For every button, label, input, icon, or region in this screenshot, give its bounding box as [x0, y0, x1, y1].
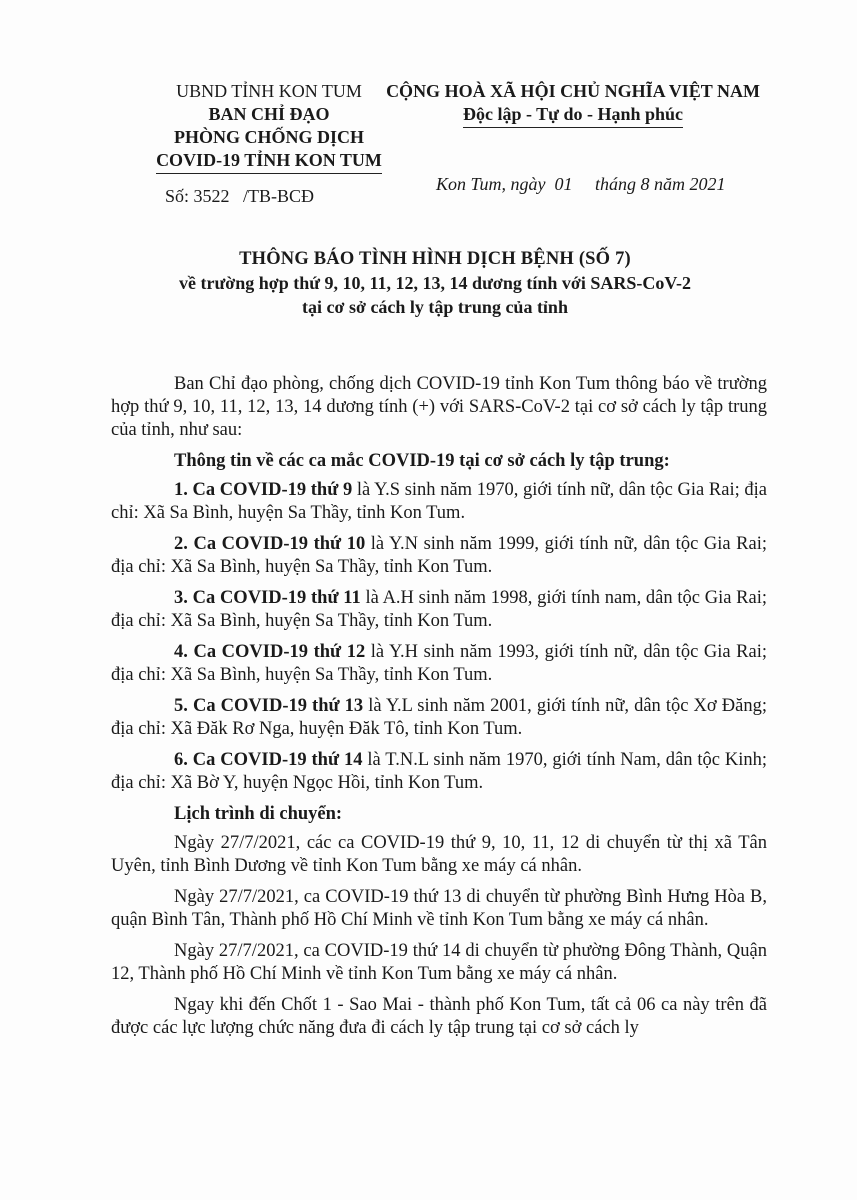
case-label: 2. Ca COVID-19 thứ 10	[174, 534, 366, 554]
national-title: CỘNG HOÀ XÃ HỘI CHỦ NGHĨA VIỆT NAM	[386, 81, 760, 101]
title-line-3: tại cơ sở cách ly tập trung của tỉnh	[302, 297, 568, 317]
case-label: 4. Ca COVID-19 thứ 12	[174, 642, 366, 662]
travel-heading: Lịch trình di chuyển:	[174, 804, 343, 824]
case-item	[111, 749, 767, 795]
case-text: là Y.H sinh năm 1993, giới tính nữ, dân tộc Gia Rai; địa chỉ: Xã Sa Bình, huyện Sa Thầy, tỉnh Kon Tum.	[111, 642, 767, 685]
title-line-1: THÔNG BÁO TÌNH HÌNH DỊCH BỆNH (SỐ 7)	[239, 249, 631, 269]
case-item	[111, 587, 767, 633]
cases-heading: Thông tin về các ca mắc COVID-19 tại cơ sở cách ly tập trung:	[174, 451, 670, 471]
case-item	[111, 641, 767, 687]
authority-line-2: BAN CHỈ ĐẠO	[208, 104, 330, 124]
national-header	[378, 80, 768, 128]
case-label: 3. Ca COVID-19 thứ 11	[174, 588, 361, 608]
case-label: 6. Ca COVID-19 thứ 14	[174, 750, 363, 770]
intro-paragraph: Ban Chỉ đạo phòng, chống dịch COVID-19 tỉnh Kon Tum thông báo về trường hợp thứ 9, 10, 11, 12, 13, 14 dương tính (+) với SARS-CoV-2 tại cơ sở cách ly tập trung của tỉnh, như sau:	[111, 374, 767, 440]
case-text: là Y.S sinh năm 1970, giới tính nữ, dân tộc Gia Rai; địa chỉ: Xã Sa Bình, huyện Sa Thầy, tỉnh Kon Tum.	[111, 480, 767, 523]
case-item	[111, 695, 767, 741]
document-number: Số: 3522 /TB-BCĐ	[165, 186, 315, 206]
travel-paragraph: Ngày 27/7/2021, các ca COVID-19 thứ 9, 10, 11, 12 di chuyển từ thị xã Tân Uyên, tỉnh Bình Dương về tỉnh Kon Tum bằng xe máy cá nhân.	[111, 833, 767, 876]
case-text: là A.H sinh năm 1998, giới tính nam, dân tộc Gia Rai; địa chỉ: Xã Sa Bình, huyện Sa Thầy, tỉnh Kon Tum.	[111, 588, 767, 631]
title-line-2: về trường hợp thứ 9, 10, 11, 12, 13, 14 dương tính với SARS-CoV-2	[179, 273, 691, 293]
document-title	[150, 247, 720, 319]
case-label: 1. Ca COVID-19 thứ 9	[174, 480, 353, 500]
national-motto: Độc lập - Tự do - Hạnh phúc	[463, 103, 683, 128]
case-text: là Y.N sinh năm 1999, giới tính nữ, dân tộc Gia Rai; địa chỉ: Xã Sa Bình, huyện Sa Thầy, tỉnh Kon Tum.	[111, 534, 767, 577]
place-date: Kon Tum, ngày 01 tháng 8 năm 2021	[436, 174, 726, 194]
case-item	[111, 533, 767, 579]
travel-paragraph: Ngày 27/7/2021, ca COVID-19 thứ 13 di chuyển từ phường Bình Hưng Hòa B, quận Bình Tân, Thành phố Hồ Chí Minh về tỉnh Kon Tum bằng xe máy cá nhân.	[111, 887, 767, 930]
authority-line-1: UBND TỈNH KON TUM	[176, 81, 362, 101]
case-label: 5. Ca COVID-19 thứ 13	[174, 696, 364, 716]
authority-line-3: PHÒNG CHỐNG DỊCH	[173, 127, 364, 147]
authority-line-4: COVID-19 TỈNH KON TUM	[156, 149, 382, 174]
case-text: là T.N.L sinh năm 1970, giới tính Nam, dân tộc Kinh; địa chỉ: Xã Bờ Y, huyện Ngọc Hồi, tỉnh Kon Tum.	[111, 750, 767, 793]
travel-paragraph: Ngày 27/7/2021, ca COVID-19 thứ 14 di chuyển từ phường Đông Thành, Quận 12, Thành phố Hồ Chí Minh về tỉnh Kon Tum bằng xe máy cá nhân.	[111, 941, 767, 984]
document-body	[111, 373, 767, 1048]
case-item	[111, 479, 767, 525]
travel-paragraph: Ngay khi đến Chốt 1 - Sao Mai - thành phố Kon Tum, tất cả 06 ca này trên đã được các lực lượng chức năng đưa đi cách ly tập trung tại cơ sở cách ly	[111, 995, 767, 1038]
case-text: là Y.L sinh năm 2001, giới tính nữ, dân tộc Xơ Đăng; địa chỉ: Xã Đăk Rơ Nga, huyện Đăk Tô, tỉnh Kon Tum.	[111, 696, 767, 739]
